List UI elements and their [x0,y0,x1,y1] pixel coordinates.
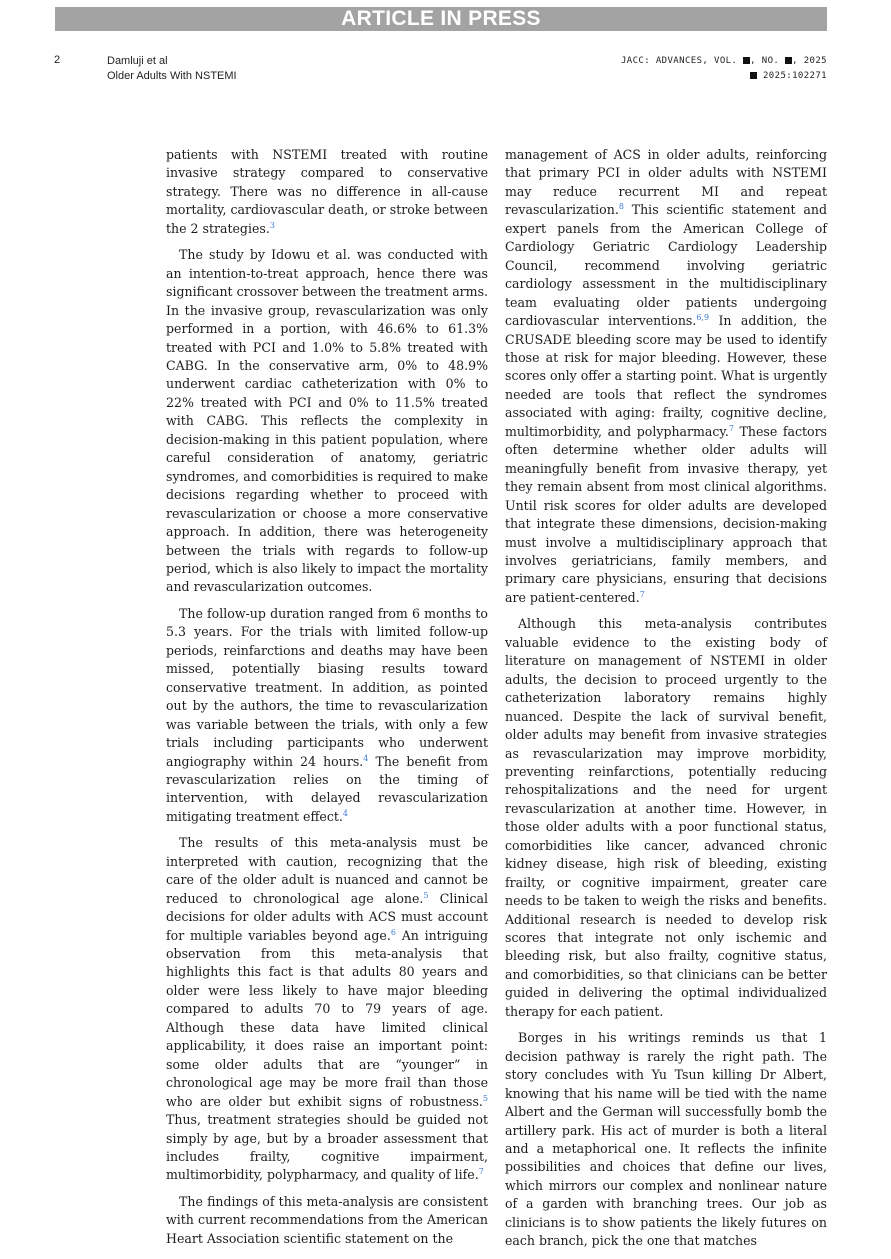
authors: Damluji et al [107,55,168,67]
citation-reference[interactable]: 5 [482,1093,488,1103]
article-id: 2025:102271 [762,71,827,81]
journal-no: NO. [761,56,780,66]
left-column [166,146,488,1256]
citation-reference[interactable]: 3 [269,220,275,230]
paragraph-text: Clinical decisions for older adults with ACS must account for multiple variables beyond age. [166,890,488,943]
journal-citation [621,54,827,84]
citation-reference[interactable]: 6,9 [696,313,710,323]
citation-reference[interactable]: 5 [423,890,429,900]
body-paragraph [166,834,488,1185]
placeholder-square-icon [743,57,750,64]
citation-reference[interactable]: 7 [478,1167,484,1177]
paragraph-text: An intriguing observation from this meta-analysis that highlights this fact is that adults 80 years and older were less likely to have major bleeding compared to adults 70 to 79 years of age. Although these data have limited clinical applicability, it does raise an important point: some older adults that are “younger” in chronological age may be more frail than those who are older but exhibit signs of robustness. [166,927,488,1109]
citation-reference[interactable]: 7 [728,423,734,433]
paragraph-text: In addition, the CRUSADE bleeding score may be used to identify those at risk for major bleeding. However, these scores only offer a starting point. What is urgently needed are tools that reflect the syndromes associated with aging: frailty, cognitive decline, multimorbidity, and polypharmacy. [505,313,827,439]
body-paragraph [505,1029,827,1250]
body-paragraph [505,615,827,1021]
article-id-line [621,69,827,84]
paragraph-text: Thus, treatment strategies should be guided not simply by age, but by a broader assessment that includes frailty, cognitive impairment, multimorbidity, polypharmacy, and quality of life. [166,1112,488,1183]
paragraph-text: Borges in his writings reminds us that 1 decision pathway is rarely the right path. The story concludes with Yu Tsun killing Dr Albert, knowing that his name will be tied with the name Albert and the German will successfully bomb the artillery park. His act of murder is both a literal and a metaphorical one. It reflects the infinite possibilities and choices that define our lives, which mirrors our complex and nonlinear nature of a garden with branching trees. Our job as clinicians is to show patients the likely futures on each branch, pick the one that matches [505,1030,827,1249]
citation-reference[interactable]: 4 [342,808,348,818]
journal-prefix: JACC: ADVANCES, VOL. [620,56,738,66]
paragraph-text: The benefit from revascularization relies on the timing of intervention, with delayed revascularization mitigating treatment effect. [166,753,488,824]
paragraph-text: The study by Idowu et al. was conducted with an intention-to-treat approach, hence there was significant crossover between the treatment arms. In the invasive group, revascularization was only performed in a portion, with 46.6% to 61.3% treated with PCI and 1.0% to 5.8% treated with CABG. In the conservative arm, 0% to 48.9% underwent cardiac catheterization with 0% to 22% treated with PCI and 0% to 11.5% treated with CABG. This reflects the complexity in decision-making in this patient population, where careful consideration of anatomy, geriatric syndromes, and comorbidities is required to make decisions regarding whether to proceed with revascularization or choose a more conservative approach. In addition, there was heterogeneity between the trials with regards to follow-up period, which is also likely to impact the mortality and revascularization outcomes. [166,247,488,595]
paragraph-text: This scientific statement and expert panels from the American College of Cardiology Geriatric Cardiology Leadership Council, recommend involving geriatric cardiology assessment in the multidisciplinary team evaluating older patients undergoing cardiovascular interventions. [505,202,827,329]
body-paragraph [505,146,827,607]
body-paragraph [166,1193,488,1248]
body-paragraph [166,246,488,597]
paragraph-text: These factors often determine whether older adults will meaningfully benefit from invasive therapy, yet they remain absent from most clinical algorithms. Until risk scores for older adults are developed that integrate these dimensions, decision-making must involve a multidisciplinary approach that involves geriatricians, family members, and primary care physicians, ensuring that decisions are patient-centered. [505,423,828,605]
paragraph-text: management of ACS in older adults, reinforcing that primary PCI in older adults with NSTEMI may reduce recurrent MI and repeat revascularization. [505,147,827,218]
paragraph-text: The findings of this meta-analysis are consistent with current recommendations from the American Heart Association scientific statement on the [166,1193,488,1246]
running-header-left [107,54,237,84]
article-in-press-banner: ARTICLE IN PRESS [55,7,827,31]
paragraph-text: The results of this meta-analysis must be interpreted with caution, recognizing that the care of the older adult is nuanced and cannot be reduced to chronological age alone. [166,835,488,906]
citation-reference[interactable]: 7 [639,589,645,599]
citation-reference[interactable]: 4 [363,753,369,763]
page-number: 2 [54,54,61,66]
right-column [505,146,827,1259]
body-paragraph [166,605,488,826]
paragraph-text: Although this meta-analysis contributes valuable evidence to the existing body of literature on management of NSTEMI in older adults, the decision to proceed urgently to the catheterization laboratory remains highly nuanced. Despite the lack of survival benefit, older adults may benefit from invasive strategies as revascularization may improve morbidity, preventing reinfarctions, potentially reducing rehospitalizations and the need for urgent revascularization at another time. However, in those older adults with a poor functional status, comorbidities like cancer, advanced chronic kidney disease, high risk of bleeding, existing frailty, or cognitive impairment, greater care needs to be taken to weigh the risks and benefits. Additional research is needed to develop risk scores that integrate not only ischemic and bleeding risk, but also frailty, cognitive status, and comorbidities, so that clinicians can be better guided in delivering the optimal individualized therapy for each patient. [505,616,827,1019]
paragraph-text: The follow-up duration ranged from 6 months to 5.3 years. For the trials with limited follow-up periods, reinfarctions and deaths may have been missed, potentially biasing results toward conservative treatment. In addition, as pointed out by the authors, the time to revascularization was variable between the trials, with only a few trials including participants who underwent angiography within 24 hours. [166,605,488,769]
journal-year: , 2025 [792,56,827,66]
placeholder-square-icon [750,72,757,79]
paragraph-text: patients with NSTEMI treated with routine invasive strategy compared to conservative strategy. There was no difference in all-cause mortality, cardiovascular death, or stroke between the 2 strategies. [166,147,488,236]
body-paragraph [166,146,488,238]
journal-volume-line: JACC: ADVANCES, VOL. , NO. , 2025 [620,56,827,66]
citation-reference[interactable]: 8 [618,202,624,212]
running-title: Older Adults With NSTEMI [107,70,237,82]
citation-reference[interactable]: 6 [390,927,396,937]
